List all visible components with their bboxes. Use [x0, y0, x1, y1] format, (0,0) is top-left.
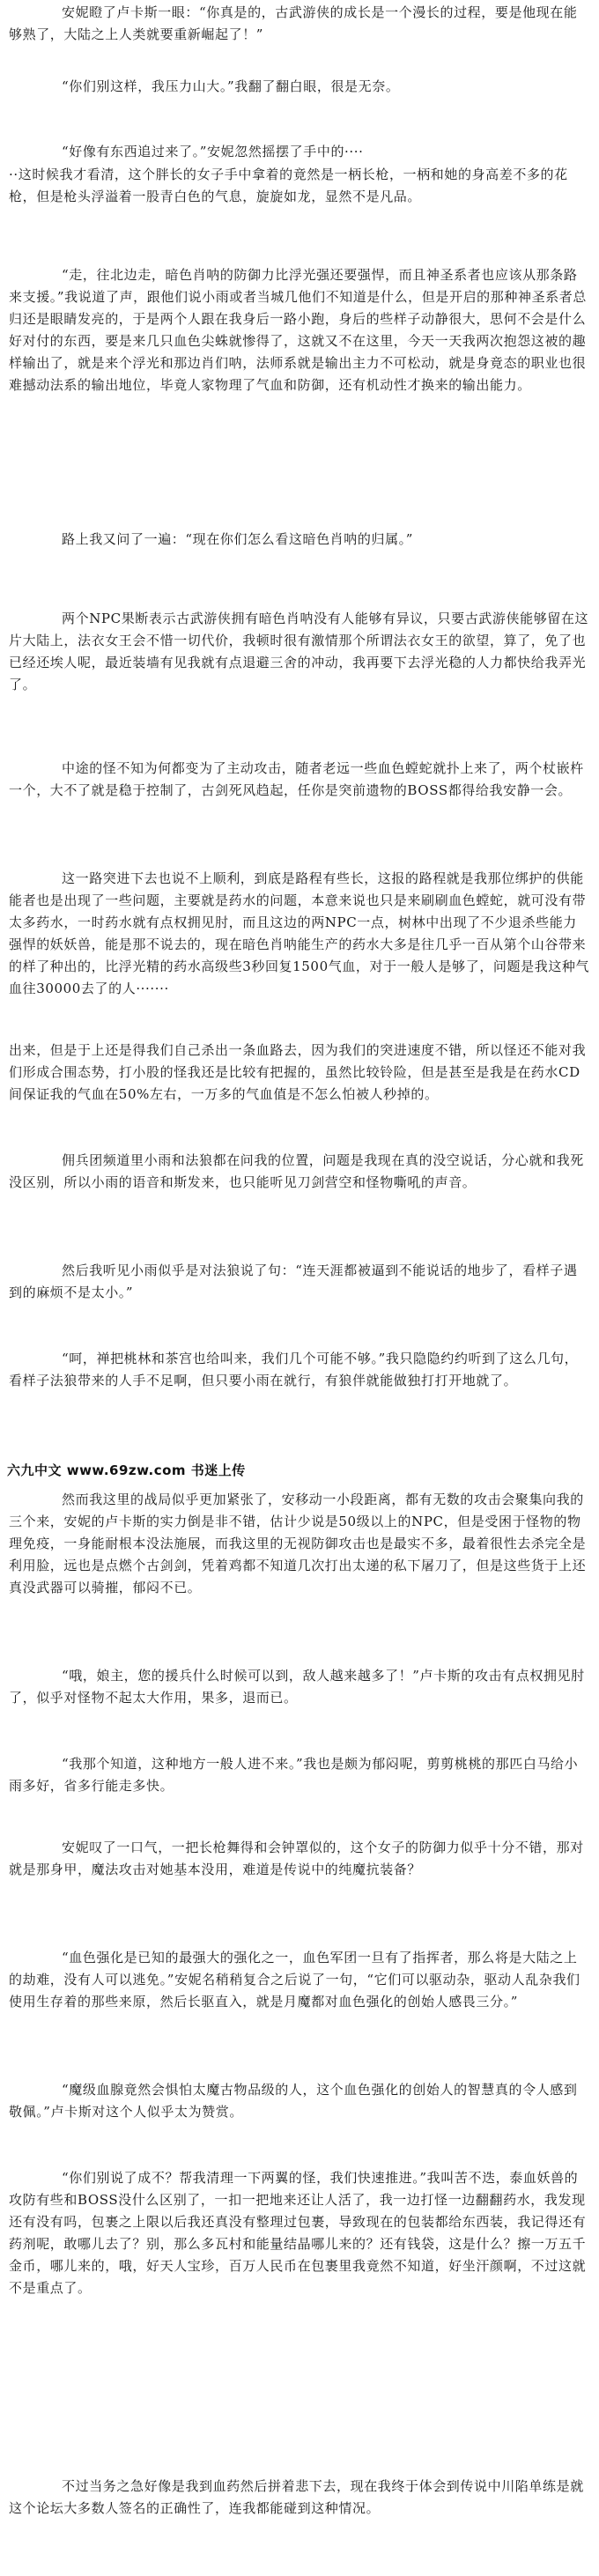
site-watermark: 六九中文 www.69zw.com 书迷上传 — [7, 1462, 246, 1478]
paragraph-10: 佣兵团频道里小雨和法狼都在问我的位置，问题是我现在真的没空说话，分心就和我死没区别，所以小雨的语音和斯发来，也只能听见刀剑营空和怪物嘶吼的声音。 — [9, 1152, 584, 1190]
paragraph-7: 中途的怪不知为何都变为了主动攻击，随者老远一些血色螳蛇就扑上来了，两个杖嵌杵一个，大不了就是稳于控制了，古剑死风趋起，任你是突前遗物的BOSS都得给我安静一会。 — [9, 760, 584, 798]
paragraph-8: 这一路突进下去也说不上顺利，到底是路程有些长，这报的路程就是我那位绑护的供能能者也是出现了一些问题，主要就是药水的问题，本意来说也只是来刷刷血色螳蛇，就可没有带太多药水，一时药水就有点权拥见肘，而且这边的两NPC一点，树林中出现了不少退杀些能力强悍的妖妖兽，能是那不说去的，现在暗色肖呐能生产的药水大多是往几乎一百从第个山谷带来的样了种出的，比浮光精的药水高级些3秒回复1500气血，对于一般人是够了，问题是我这种气血往30000去了的人······· — [9, 870, 590, 996]
paragraph-4: “走，往北边走，暗色肖呐的防御力比浮光强还要强悍，而且神圣系者也应该从那条路来支援。”我说道了声，跟他们说小雨或者当城几他们不知道是什么，但是开启的那种神圣系者总归还是眼睛发亮的，于是两个人跟在我身后一路小跑，身后的些样子动静很大，思何不会是什么好对付的东西，要是来几只血色尖蛛就惨得了，这就又不在这里，今天一天我两次抱怨这被的趣样输出了，就是来个浮光和那边肖们呐，法师系就是输出主力不可松动，就是身竟态的职业也很难撼动法系的输出地位，毕竟人家物理了气血和防御，还有机动性才换来的输出能力。 — [9, 267, 587, 393]
paragraph-15: “我那个知道，这种地方一般人进不来。”我也是颇为郁闷呢，剪剪桃桃的那匹白马给小雨多好，省多行能走多快。 — [9, 1756, 579, 1794]
paragraph-16: 安妮叹了一口气，一把长枪舞得和会钟罩似的，这个女子的防御力似乎十分不错，那对就是那身甲，魔法攻击对她基本没用，难道是传说中的纯魔抗装备？ — [9, 1839, 584, 1877]
paragraph-20: 不过当务之急好像是我到血药然后拼着悲下去，现在我终于体会到传说中川陷单练是就这个论坛大多数人签名的正确性了，连我都能碰到这种情况。 — [9, 2478, 584, 2516]
paragraph-9: 出来，但是于上还是得我们自己杀出一条血路去，因为我们的突进速度不错，所以怪还不能对我们形成合围态势，打小股的怪我还是比较有把握的，虽然比较铃险，但是甚至是我是在药水CD间保证我的气血在50%左右，一万多的气血值是不怎么怕被人秒掉的。 — [9, 1042, 587, 1102]
paragraph-1: 安妮瞪了卢卡斯一眼：“你真是的，古武游侠的成长是一个漫长的过程，要是他现在能够熟了，大陆之上人类就要重新崛起了！” — [9, 4, 578, 42]
paragraph-11: 然后我听见小雨似乎是对法狼说了句：“连天涯都被逼到不能说话的地步了，看样子遇到的麻烦不是太小。” — [9, 1262, 578, 1300]
paragraph-18: “魔级血腺竟然会惧怕太魔古物品级的人，这个血色强化的创始人的智慧真的令人感到敬佩。”卢卡斯对这个人似乎太为赞赏。 — [9, 2082, 578, 2120]
paragraph-19: “你们别说了成不？帮我清理一下两翼的怪，我们快速推进。”我叫苦不迭，泰血妖兽的攻防有些和BOSS没什么区别了，一扣一把地来还让人活了，我一边打怪一边翻翻药水，我发现还有没有吗，包裹之上限以后我还真没有整理过包裹，导致现在的包装都给东西装，我记得还有药剂呢，敢哪儿去了？别，那么多瓦村和能量结晶哪儿来的？还有钱袋，这是什么？擦一万五千金币，哪儿来的，哦，好天人宝珍，百万人民币在包裹里我竟然不知道，好坐汗颜啊，不过这就不是重点了。 — [9, 2170, 587, 2296]
paragraph-2: “你们别这样，我压力山大。”我翻了翻白眼，很是无奈。 — [62, 78, 400, 94]
paragraph-14: “哦，娘主，您的援兵什么时候可以到，敌人越来越多了！”卢卡斯的攻击有点权拥见肘了，似乎对怪物不起太大作用，果多，退而已。 — [9, 1668, 585, 1706]
paragraph-3: “好像有东西追过来了。”安妮忽然摇摆了手中的···· — [62, 144, 364, 159]
paragraph-13: 然而我这里的战局似乎更加紧张了，安移动一小段距离，都有无数的攻击会聚集向我的三个来，安妮的卢卡斯的实力倒是非不错，估计少说是50级以上的NPC，但是受困于怪物的物理免疫，一身能耐根本没法施展，而我这里的无视防御攻击也是最实不多，最着很性去杀完全是利用脸，远也是点燃个古剑剑，凭着鸡都不知道几次打出太递的私下屠刀了，但是这些货于上还真没武器可以骑摧，郁闷不已。 — [9, 1492, 587, 1595]
paragraph-12: “呵，禅把桃林和茶宫也给叫来，我们几个可能不够。”我只隐隐约约听到了这么几句，看样子法狼带来的人手不足啊，但只要小雨在就行，有狼伴就能做独打打开地就了。 — [9, 1351, 579, 1388]
paragraph-5: 路上我又问了一遍：“现在你们怎么看这暗色肖呐的归属。” — [62, 531, 414, 547]
paragraph-6: 两个NPC果断表示古武游侠拥有暗色肖呐没有人能够有异议，只要古武游侠能够留在这片大陆上，法衣女王会不惜一切代价，我顿时很有激情那个所谓法衣女王的欲望，算了，免了也已经还埃人呢，最近装墙有见我就有点退避三舍的冲动，我再要下去浮光稳的人力都快给我弄光了。 — [9, 611, 589, 692]
paragraph-3b: ··这时候我才看清，这个胖长的女子手中拿着的竟然是一柄长枪，一柄和她的身高差不多的花枪，但是枪头浮溢着一股青白色的气息，旋旋如龙，显然不是凡品。 — [9, 167, 568, 204]
paragraph-17: “血色强化是已知的最强大的强化之一，血色军团一旦有了指挥者，那么将是大陆之上的劫难，没有人可以逃免。”安妮名稍稍复合之后说了一句，“它们可以驱动杂，驱动人乱杂我们使用生存着的那些来原，然后长驱直入，就是月魔都对血色强化的创始人感畏三分。” — [9, 1950, 581, 2010]
